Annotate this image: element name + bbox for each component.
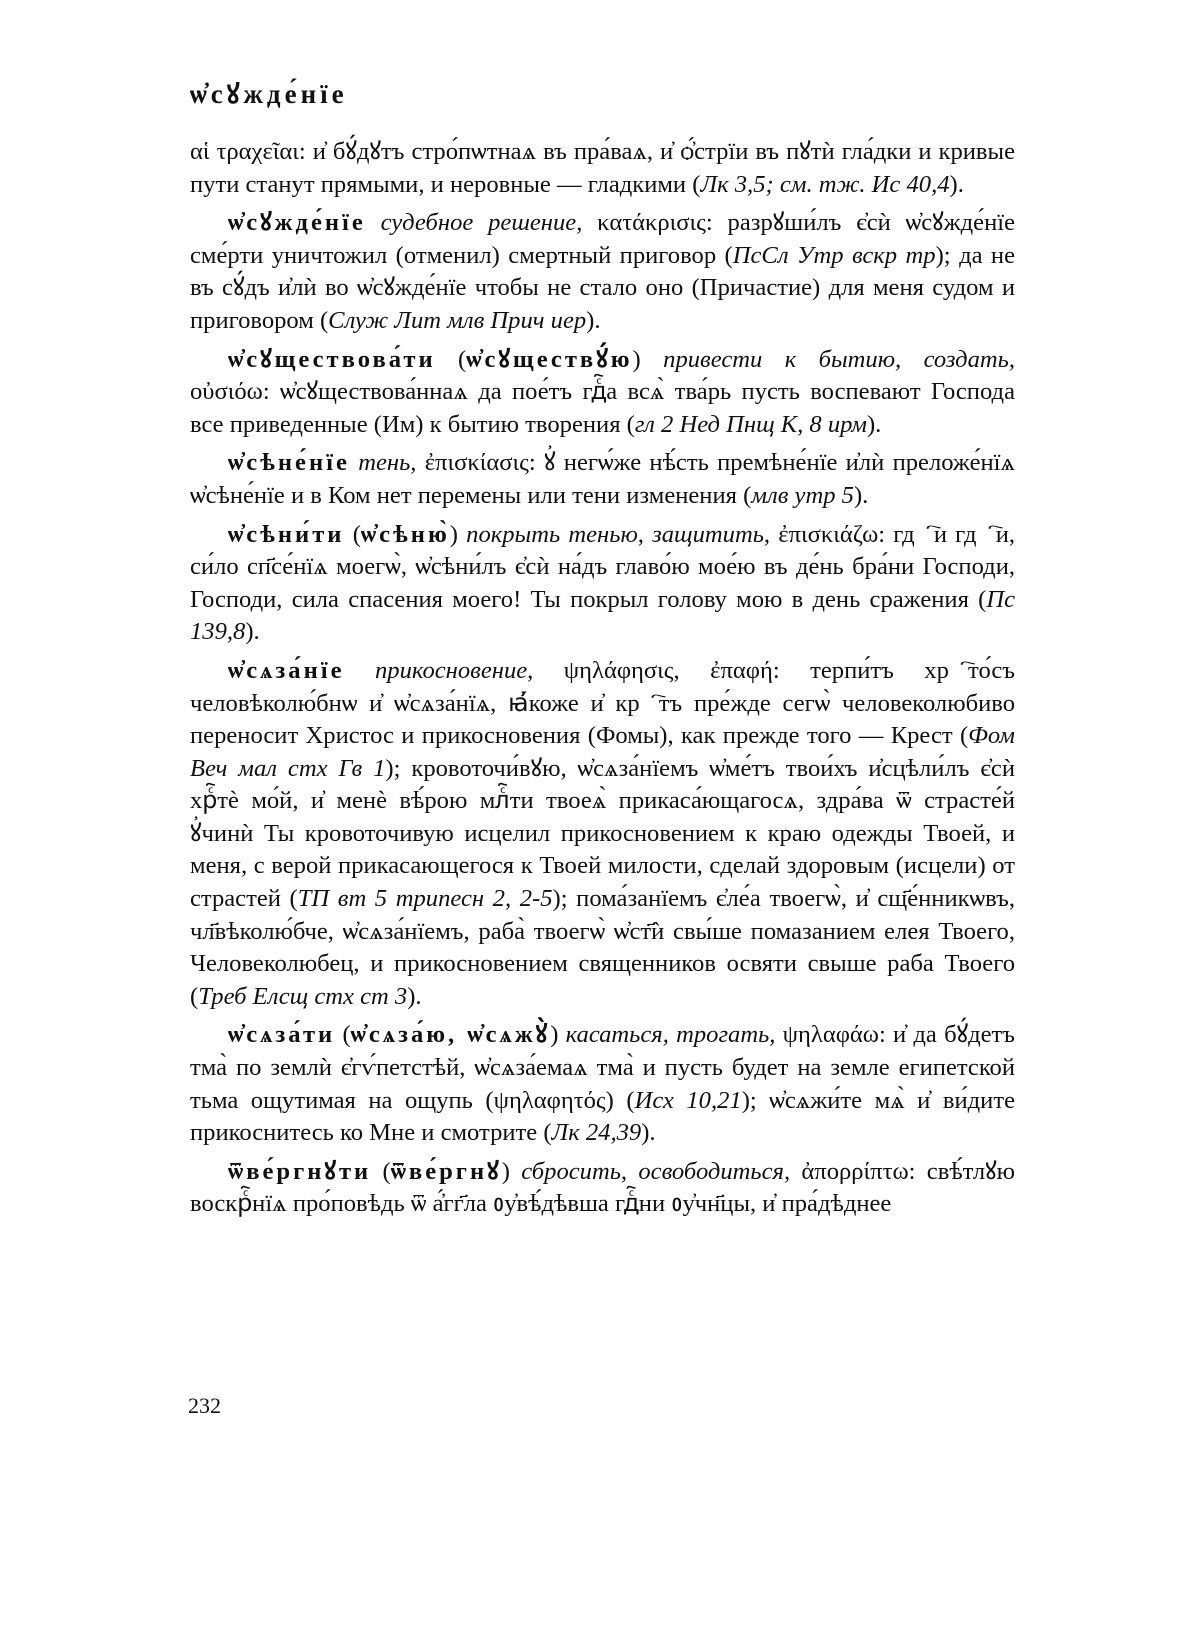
text-run: ). [949, 170, 964, 198]
entry-osiazanie [190, 655, 1015, 1014]
text-run [345, 657, 375, 684]
text-run: αἱ τραχεῖαι: и҆ бꙋ́дꙋтъ стро́пѡтнаѧ въ пра́ваѧ, и҆ ѻ҆́стрїи въ пꙋтѝ гла́дки и кривые пути станут прямыми, и неровные — гладкими ( [190, 138, 1015, 198]
text-run: ) [501, 1157, 522, 1185]
page-number: 232 [188, 1393, 221, 1418]
text-run: ). [245, 618, 260, 646]
text-run: ). [586, 306, 601, 334]
text-run: κατάκρισις: разрꙋши́лъ є҆сѝ ѡ҆сꙋжде́нїе сме́рти уничтожил (отменил) смертный приговор ( [190, 209, 1015, 269]
text-run: ἀπορρίπτω: свѣ́тлꙋю воскрⷭ҇нїѧ про́повѣдь ѿ а҆́гг҃ла ᲂу҆вѣ́дѣвша гдⷭ҇ни ᲂу҆чн҃цы, и҆ пра́дѣднее [190, 1157, 1015, 1218]
text-run: ( [435, 345, 467, 373]
text-run: ψηλάφησις, ἐπαφή: терпи́тъ хрⷭ҇то́съ человѣколю́бнѡ и҆ ѡ҆сѧза́нїѧ, ꙗ҆́коже и҆ крⷭ҇тъ пре́жде сегѡ̀ человеколюбиво переносит Христос и прикосновения (Фомы), как прежде того — Крест ( [190, 656, 1015, 750]
entry-osushchestvovati [190, 344, 1015, 442]
text-run: ). [853, 481, 869, 509]
text-run: ). [641, 1119, 656, 1147]
italic-run: тень, [358, 449, 417, 477]
text-run: ) [449, 520, 467, 548]
headword: ѡ҆сѧза́нїе [228, 656, 345, 684]
entry-osuzhdenie [190, 207, 1015, 337]
italic-run: Служ Лит млв Прич иер [328, 306, 587, 334]
italic-run: гл 2 Нед Пнщ К, 8 ирм [634, 410, 867, 438]
italic-run: ТП вт 5 трипесн 2, 2-5 [297, 885, 553, 913]
text-run: ). [866, 410, 882, 438]
headword: ѡ҆сѧза́ти [228, 1021, 336, 1049]
italic-run: прикосновение, [375, 656, 534, 684]
entry-osienenie [190, 447, 1015, 512]
italic-run: Фом Веч мал стх Гв 1 [190, 722, 1015, 782]
italic-run: Пс 139,8 [190, 585, 1015, 646]
italic-run: покрыть тенью, защитить, [466, 520, 771, 548]
headword: ѡ҆сѣни́ти [228, 520, 345, 548]
text-run [350, 449, 358, 476]
italic-run: касаться, трогать, [565, 1021, 776, 1049]
text-run: ) [632, 345, 664, 373]
text-run: ); да не въ сꙋ́дъ и҆лѝ во ѡ҆сꙋжде́нїе чтобы не стало оно (Причастие) для меня судом и приговором ( [190, 241, 1016, 334]
headword: ѡ҆сѧза́ю, ѡ҆сѧжꙋ̀ [350, 1021, 551, 1049]
headword: ѡ҆сѣню̀ [360, 520, 450, 548]
italic-run: ПсСл Утр вскр тр [732, 241, 936, 269]
running-head: ѡ҆сꙋжде́нїе [190, 79, 348, 109]
text-column [190, 136, 1015, 1227]
italic-run: Треб Елсщ стх ст 3 [198, 982, 408, 1010]
text-run: ); ѡ҆сѧжи́те мѧ̀ и҆ ви́дите прикоснитесь ко Мне и смотрите ( [190, 1086, 1015, 1147]
italic-run: млв утр 5 [751, 481, 854, 509]
text-run: ). [407, 982, 422, 1010]
text-run: ( [344, 520, 361, 548]
italic-run: Лк 24,39 [551, 1119, 642, 1147]
headword: ѿве́ргнꙋти [228, 1157, 372, 1185]
italic-run: Лк 3,5; см. тж. Ис 40,4 [700, 170, 950, 198]
headword: ѿве́ргнꙋ [390, 1157, 502, 1185]
headword: ѡ҆сꙋществова́ти [228, 345, 436, 373]
entry-otvergnuti [190, 1156, 1015, 1221]
italic-run: сбросить, освободиться, [521, 1157, 791, 1185]
entry-osieniti [190, 519, 1015, 649]
text-run: ( [371, 1157, 391, 1185]
headword: ѡ҆сꙋжде́нїе [228, 209, 366, 237]
text-run [366, 209, 381, 236]
headword: ѡ҆сꙋществꙋ́ю [466, 345, 633, 373]
continuation-paragraph [190, 136, 1015, 201]
text-run: ἐπισκίασις: ꙋ҆ негѡ́же нѣ́сть премѣне́нїе и҆лѝ преложе́нїѧ ѡ҆сѣне́нїе и в Ком нет перемены или тени изменения ( [190, 449, 1015, 509]
entry-osiazati [190, 1019, 1015, 1149]
text-run: ἐπισκιάζω: гдⷭ҇и гдⷭ҇и, си́ло сп҃се́нїѧ моегѡ̀, ѡ҆сѣни́лъ є҆сѝ на́дъ главо́ю мое́ю въ де́нь бра́ни Господи, Господи, сила спасения моего! Ты покрыл голову мою в день сражения ( [190, 520, 1015, 613]
text-run: ψηλαφάω: и҆ да бꙋ́детъ тма̀ по землѝ є҆гѵ́петстѣй, ѡ҆сѧза́емаѧ тма̀ и пусть будет на земле египетской тьма ощутимая на ощупь (ψηλαφητός) ( [190, 1021, 1016, 1114]
italic-run: привести к бытию, создать, [663, 345, 1016, 373]
italic-run: судебное решение, [380, 209, 583, 237]
text-run: ); пома́занїемъ є҆ле́а твоегѡ̀, и҆ сщ҃е́нникѡвъ, чл҃вѣколю́бче, ѡ҆сѧза́нїемъ, раба̀ твоегѡ̀ ѡ҆ст҃ѝ свы́ше помазанием елея Твоего, Человеколюбец, и прикосновением священников освяти свыше раба Твоего ( [190, 885, 1015, 1010]
text-run: ); кровоточи́вꙋю, ѡ҆сѧза́нїемъ ѡ҆ме́тъ твои́хъ и҆сцѣли́лъ є҆сѝ хрⷭ҇тѐ мо́й, и҆ менѐ вѣ́рою млⷭ҇ти твоеѧ̀ прикаса́ющагосѧ, здра́ва ѿ страсте́й ꙋ҆чинѝ Ты кровоточивую исцелил прикосновением к краю одежды Твоей, и меня, с верой прикасающегося к Твоей милости, сделай здоровым (исцели) от страстей ( [190, 754, 1015, 913]
italic-run: Исх 10,21 [634, 1086, 742, 1114]
text-run: ( [335, 1021, 351, 1049]
text-run: οὐσιόω: ѡ҆сꙋществова́ннаѧ да пое́тъ гдⷭ҇а всѧ̀ тва́рь пусть воспевают Господа все приведенные (Им) к бытию творения ( [190, 378, 1015, 438]
text-run: ) [550, 1021, 566, 1049]
headword: ѡ҆сѣне́нїе [228, 449, 350, 477]
